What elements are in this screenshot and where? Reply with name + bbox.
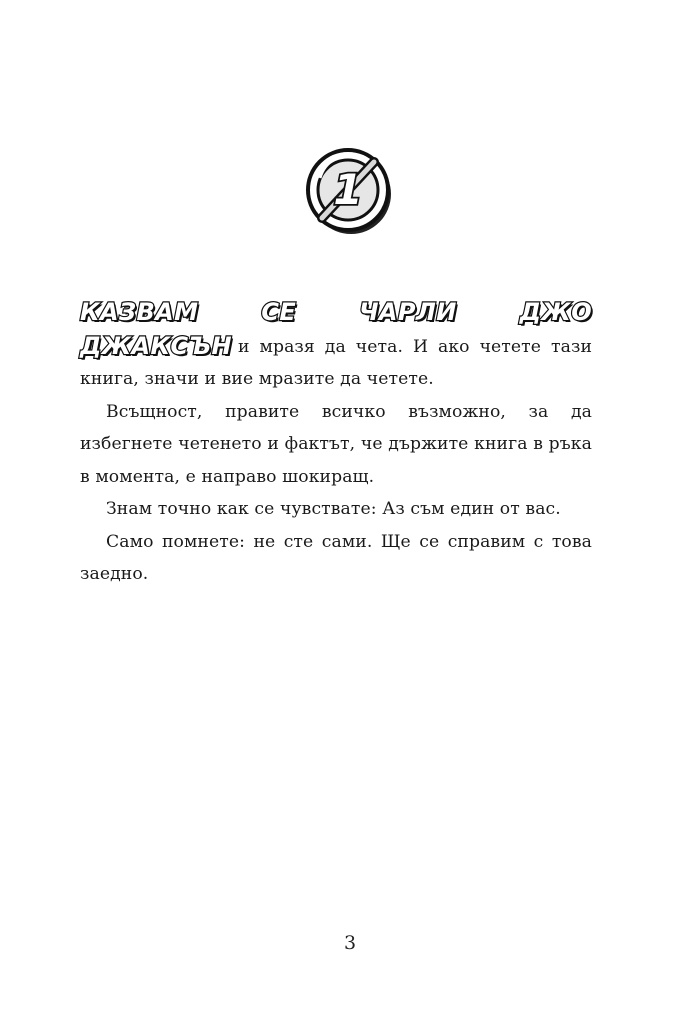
chapter-body-text — [80, 296, 592, 591]
paragraph-3: Знам точно как се чувствате: Аз съм един от вас. — [106, 499, 561, 519]
chapter-title-phrase: КАЗВАМ СЕ ЧАРЛИ ДЖО ДЖАКСЪН — [80, 298, 592, 360]
paragraph-4: Само помнете: не сте сами. Ще се справим с това заедно. — [80, 531, 592, 584]
page-number: 3 — [343, 932, 357, 954]
chapter-number-badge — [298, 140, 398, 240]
paragraph-1 — [80, 296, 592, 396]
no-entry-circle-icon — [298, 140, 398, 240]
paragraph-1-text: и мразя да чета. И ако четете тази книга, значи и вие мразите да четете. — [80, 336, 592, 389]
chapter-number: 1 — [333, 165, 363, 214]
paragraph-2: Всъщност, правите всичко възможно, за да избегнете четенето и фактът, че държите книга в ръка в момента, е направо шокиращ. — [80, 401, 592, 487]
